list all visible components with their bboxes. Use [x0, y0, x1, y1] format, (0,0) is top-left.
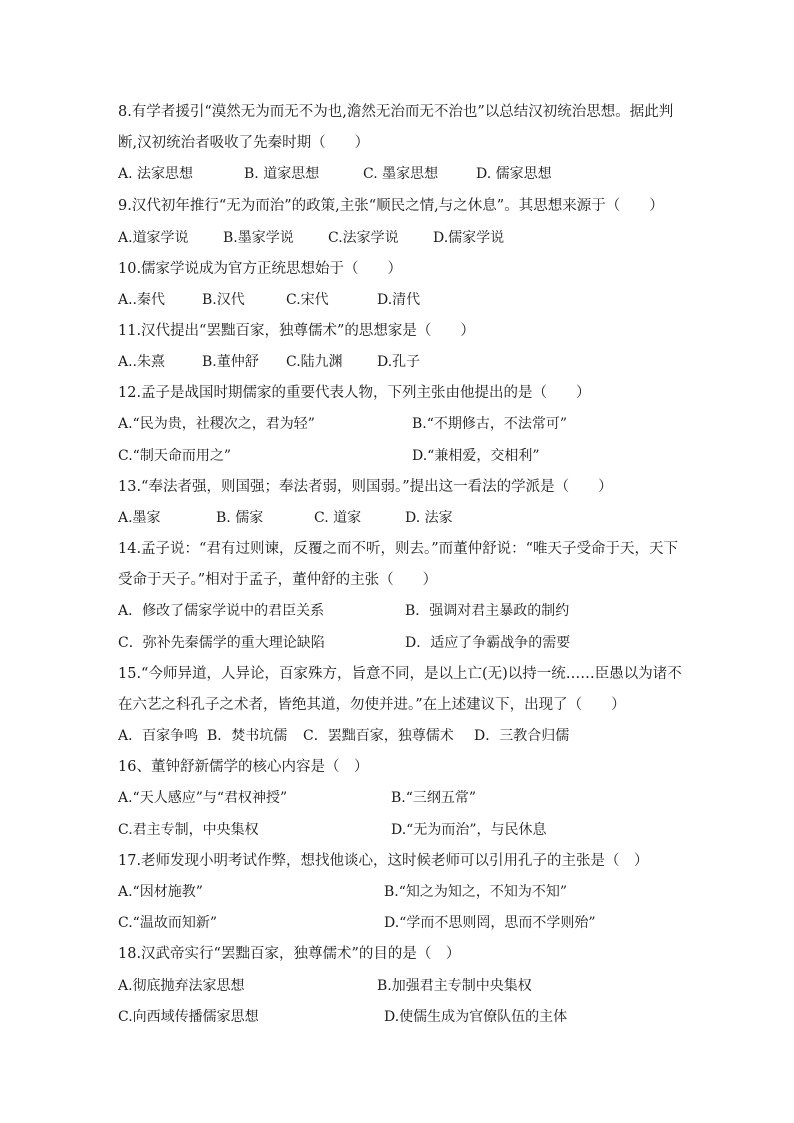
- question-15-option-c[interactable]: C．罢黜百家，独尊儒术: [303, 728, 454, 744]
- question-14-option-c[interactable]: C．弥补先秦儒学的重大理论缺陷: [118, 635, 325, 651]
- question-9-option-b[interactable]: B.墨家学说: [223, 230, 294, 246]
- question-13-option-d[interactable]: D. 法家: [405, 510, 453, 526]
- question-10-option-c[interactable]: C.宋代: [286, 292, 329, 308]
- question-18-option-d[interactable]: D.使儒生成为官僚队伍的主体: [384, 1009, 568, 1025]
- question-16-option-a[interactable]: A.“天人感应”与“君权神授”: [118, 790, 288, 806]
- question-18-option-b[interactable]: B.加强君主专制中央集权: [377, 978, 532, 994]
- question-8-stem-line-1: 8.有学者援引“漠然无为而无不为也,澹然无治而无不治也”以总结汉初统治思想。据此判: [118, 104, 674, 120]
- question-9-option-d[interactable]: D.儒家学说: [433, 230, 505, 246]
- question-9-option-c[interactable]: C.法家学说: [328, 230, 399, 246]
- question-14-option-b[interactable]: B．强调对君主暴政的制约: [405, 603, 570, 619]
- question-12-option-c[interactable]: C.“制天命而用之”: [118, 448, 231, 464]
- question-16-option-d[interactable]: D.“无为而治”，与民休息: [391, 822, 547, 838]
- question-12-stem: 12.孟子是战国时期儒家的重要代表人物，下列主张由他提出的是（ ）: [118, 385, 591, 401]
- question-9-option-a[interactable]: A.道家学说: [118, 230, 189, 246]
- question-9-stem: 9.汉代初年推行“无为而治”的政策,主张“顺民之情,与之休息”。其思想来源于（ ）: [118, 198, 664, 214]
- question-10-option-d[interactable]: D.清代: [377, 292, 421, 308]
- question-11-option-d[interactable]: D.孔子: [377, 354, 421, 370]
- question-17-stem: 17.老师发现小明考试作弊，想找他谈心，这时候老师可以引用孔子的主张是（ ）: [118, 853, 649, 869]
- question-15-option-b[interactable]: B．焚书坑儒: [207, 728, 288, 744]
- question-15-option-d[interactable]: D．三教合归儒: [474, 728, 570, 744]
- question-13-stem: 13.“奉法者强，则国强；奉法者弱，则国弱。”提出这一看法的学派是（ ）: [118, 479, 613, 495]
- question-12-option-b[interactable]: B.“不期修古，不法常可”: [412, 416, 568, 432]
- question-11-option-c[interactable]: C.陆九渊: [286, 354, 343, 370]
- question-14-stem-line-1: 14.孟子说：“君有过则谏，反覆之而不听，则去。”而董仲舒说：“唯天子受命于天，天下: [118, 541, 679, 557]
- question-13-option-b[interactable]: B. 儒家: [216, 510, 264, 526]
- question-10-stem: 10.儒家学说成为官方正统思想始于（ ）: [118, 261, 403, 277]
- question-15-option-a[interactable]: A．百家争鸣: [118, 728, 199, 744]
- question-11-stem: 11.汉代提出“罢黜百家，独尊儒术”的思想家是（ ）: [118, 323, 475, 339]
- question-15-stem-line-1: 15.“今师异道，人异论，百家殊方，旨意不同，是以上亡(无)以持一统……臣愚以为诸不: [118, 666, 682, 682]
- question-15-stem-line-2: 在六艺之科孔子之术者，皆绝其道，勿使并进。”在上述建议下，出现了（ ）: [118, 697, 626, 713]
- question-17-option-d[interactable]: D.“学而不思则罔，思而不学则殆”: [384, 915, 596, 931]
- question-16-option-c[interactable]: C.君主专制，中央集权: [118, 822, 259, 838]
- question-8-option-a[interactable]: A. 法家思想: [118, 166, 194, 182]
- question-18-option-a[interactable]: A.彻底抛弃法家思想: [118, 978, 245, 994]
- question-10-option-a[interactable]: A..秦代: [118, 292, 166, 308]
- question-14-stem-line-2: 受命于天子。”相对于孟子，董仲舒的主张（ ）: [118, 572, 438, 588]
- question-11-option-a[interactable]: A..朱熹: [118, 354, 166, 370]
- question-17-option-a[interactable]: A.“因材施教”: [118, 884, 203, 900]
- question-17-option-b[interactable]: B.“知之为知之，不知为不知”: [384, 884, 568, 900]
- question-18-stem: 18.汉武帝实行“罢黜百家，独尊儒术”的目的是（ ）: [118, 946, 461, 962]
- question-8-option-c[interactable]: C. 墨家思想: [363, 166, 439, 182]
- question-16-option-b[interactable]: B.“三纲五常”: [391, 790, 477, 806]
- question-12-option-d[interactable]: D.“兼相爱，交相利”: [412, 448, 540, 464]
- question-13-option-c[interactable]: C. 道家: [314, 510, 362, 526]
- question-16-stem: 16、董钟舒新儒学的核心内容是（ ）: [118, 759, 369, 775]
- question-12-option-a[interactable]: A.“民为贵，社稷次之，君为轻”: [118, 416, 315, 432]
- question-10-option-b[interactable]: B.汉代: [202, 292, 245, 308]
- question-17-option-c[interactable]: C.“温故而知新”: [118, 915, 217, 931]
- question-14-option-a[interactable]: A．修改了儒家学说中的君臣关系: [118, 603, 325, 619]
- question-8-stem-line-2: 断,汉初统治者吸收了先秦时期（ ）: [118, 135, 370, 151]
- question-14-option-d[interactable]: D．适应了争霸战争的需要: [405, 635, 571, 651]
- question-8-option-b[interactable]: B. 道家思想: [244, 166, 320, 182]
- question-8-option-d[interactable]: D. 儒家思想: [476, 166, 552, 182]
- question-11-option-b[interactable]: B.董仲舒: [202, 354, 259, 370]
- question-18-option-c[interactable]: C.向西域传播儒家思想: [118, 1009, 259, 1025]
- question-13-option-a[interactable]: A.墨家: [118, 510, 161, 526]
